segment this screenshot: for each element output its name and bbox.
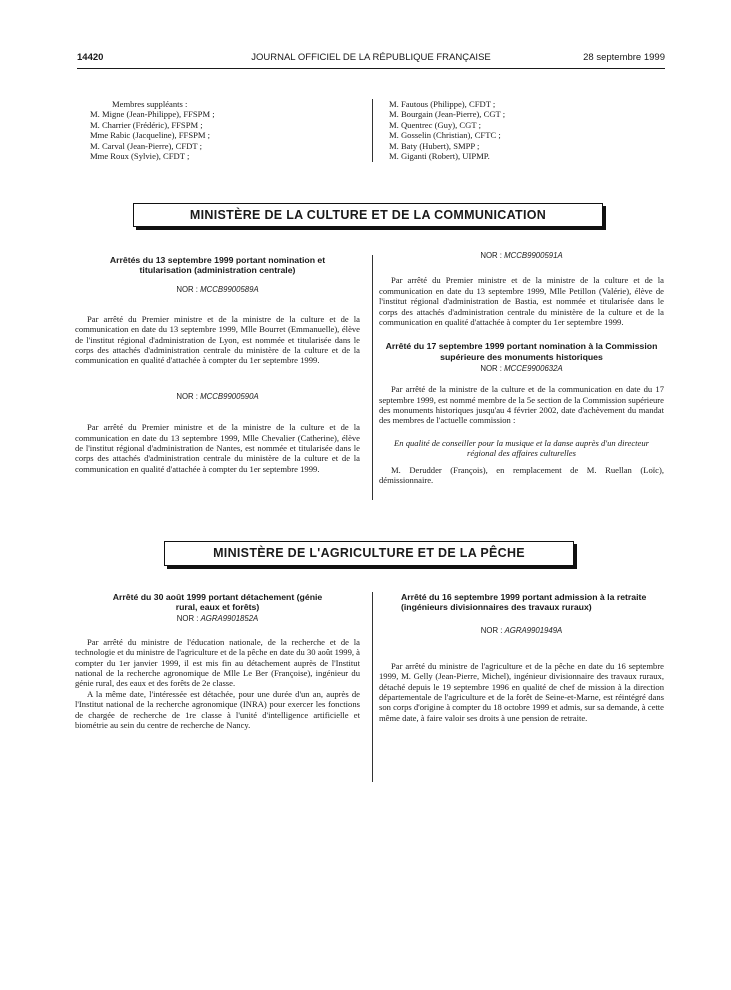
nor-reference bbox=[75, 614, 360, 624]
header-rule bbox=[77, 68, 665, 69]
nor-label: NOR : bbox=[480, 626, 503, 636]
member-item: M. Migne (Jean-Philippe), FFSPM ; bbox=[90, 109, 215, 120]
nor-label: NOR : bbox=[480, 251, 502, 260]
page-number: 14420 bbox=[77, 52, 104, 63]
journal-title: JOURNAL OFFICIEL DE LA RÉPUBLIQUE FRANÇAISE bbox=[251, 52, 491, 63]
page-header bbox=[77, 52, 665, 66]
nor-code: MCCE9900632A bbox=[504, 363, 563, 373]
member-item: Mme Roux (Sylvie), CFDT ; bbox=[90, 151, 190, 162]
arrete-paragraph: A la même date, l'intéressée est détachée, pour une durée d'un an, auprès de l'Institut national de la recherche agronomique (INRA) pour exercer les fonctions de chargée de recherche de 1re classe à l'unité d'intelligence artificielle et biométrie au sein du centre de recherche de Nancy. bbox=[75, 688, 360, 731]
member-item: M. Bourgain (Jean-Pierre), CGT ; bbox=[389, 109, 506, 120]
nor-reference bbox=[379, 364, 664, 374]
ministry-culture-title: MINISTÈRE DE LA CULTURE ET DE LA COMMUNICATION bbox=[133, 203, 603, 227]
arrete-title: Arrêtés du 13 septembre 1999 portant nomination et titularisation (administration centrale) bbox=[109, 255, 326, 276]
arrete-paragraph: M. Derudder (François), en remplacement de M. Ruellan (Loïc), démissionnaire. bbox=[379, 464, 664, 486]
column-divider bbox=[372, 592, 373, 782]
arrete-paragraph: Par arrêté du Premier ministre et de la ministre de la culture et de la communication en date du 13 septembre 1999, Mlle Bourret (Emmanuelle), élève de l'institut régional d'administration de Lyon, est nommée et titularisée dans le corps des attachés d'administration centrale du ministère de la culture et de la communication en qualité d'attachée à compter du 1er septembre 1999. bbox=[75, 313, 360, 366]
culture-left-column bbox=[75, 255, 360, 474]
nor-label: NOR : bbox=[176, 614, 199, 624]
suppleants-right bbox=[389, 99, 659, 161]
culture-right-column bbox=[379, 251, 664, 486]
arrete-paragraph: Par arrêté du Premier ministre et de la ministre de la culture et de la communication en date du 13 septembre 1999, Mlle Chevalier (Catherine), élève de l'institut régional d'administration de Nantes, est nommée et titularisée dans le corps des attachés d'administration centrale du ministère de la culture et de la communication en qualité d'attachée à compter du 1er septembre 1999. bbox=[75, 422, 360, 474]
arrete-paragraph: Par arrêté de la ministre de la culture et de la communication en date du 17 septembre 1999, est nommé membre de la 5e section de la Commission supérieure des monuments historiques jusqu'au 4 février 2002, date d'achèvement du mandat des membres de l'actuelle commission : bbox=[379, 384, 664, 426]
nor-label: NOR : bbox=[480, 363, 502, 373]
nor-label: NOR : bbox=[176, 391, 198, 401]
arrete-paragraph: Par arrêté du ministre de l'éducation nationale, de la recherche et de la technologie et du ministre de l'agriculture et de la pêche en date du 30 août 1999, à compter du 1er janvier 1999, il est mis fin au détachement auprès de l'Institut national de la recherche agronomique de Mlle Le Ber (Françoise), ingénieur du génie rural, des eaux et des forêts de 2e classe. bbox=[75, 636, 360, 689]
member-item: M. Charrier (Frédéric), FFSPM ; bbox=[90, 119, 203, 130]
column-divider bbox=[372, 99, 373, 162]
agriculture-right-column bbox=[379, 592, 664, 723]
member-item: M. Baty (Hubert), SMPP ; bbox=[389, 140, 480, 151]
italic-qualification: En qualité de conseiller pour la musique et la danse auprès d'un directeur régional des affaires culturelles bbox=[394, 437, 649, 459]
suppleants-left bbox=[90, 99, 360, 161]
nor-reference bbox=[379, 626, 664, 636]
nor-reference bbox=[75, 285, 360, 295]
member-item: M. Carval (Jean-Pierre), CFDT ; bbox=[90, 140, 203, 151]
member-item: M. Fautous (Philippe), CFDT ; bbox=[389, 99, 496, 109]
nor-code: MCCB9900591A bbox=[504, 251, 563, 260]
arrete-title: Arrêté du 30 août 1999 portant détachement (génie rural, eaux et forêts) bbox=[112, 592, 323, 613]
publication-date: 28 septembre 1999 bbox=[583, 52, 665, 63]
nor-reference bbox=[75, 392, 360, 402]
member-item: M. Giganti (Robert), UIPMP. bbox=[389, 151, 490, 162]
nor-code: AGRA9901852A bbox=[200, 614, 259, 624]
member-item: M. Gosselin (Christian), CFTC ; bbox=[389, 130, 501, 141]
arrete-title: Arrêté du 17 septembre 1999 portant nomination à la Commission supérieure des monuments historiques bbox=[385, 341, 658, 362]
nor-code: MCCB9900589A bbox=[200, 285, 259, 295]
arrete-title: Arrêté du 16 septembre 1999 portant admission à la retraite (ingénieurs divisionnaires des travaux ruraux) bbox=[401, 592, 647, 613]
nor-code: MCCB9900590A bbox=[200, 391, 259, 401]
suppleants-heading: Membres suppléants : bbox=[112, 99, 188, 109]
nor-label: NOR : bbox=[176, 285, 198, 295]
nor-code: AGRA9901949A bbox=[504, 626, 563, 636]
member-item: M. Quentrec (Guy), CGT ; bbox=[389, 119, 481, 130]
column-divider bbox=[372, 255, 373, 500]
member-item: Mme Rabic (Jacqueline), FFSPM ; bbox=[90, 130, 211, 141]
arrete-paragraph: Par arrêté du ministre de l'agriculture et de la pêche en date du 16 septembre 1999, M. Gelly (Jean-Pierre, Michel), ingénieur divisionnaire des travaux ruraux, détaché depuis le 19 septembre 1996 en qualité de chef de mission à la direction départementale de l'agriculture et de la forêt de Seine-et-Marne, est réintégré dans son corps d'origine à compter du 18 octobre 1999 et admis, sur sa demande, à cette même date, à faire valoir ses droits à une pension de retraite. bbox=[379, 660, 664, 723]
nor-reference bbox=[379, 251, 664, 261]
agriculture-left-column bbox=[75, 592, 360, 730]
ministry-agriculture-title: MINISTÈRE DE L'AGRICULTURE ET DE LA PÊCHE bbox=[164, 541, 574, 566]
arrete-paragraph: Par arrêté du Premier ministre et de la ministre de la culture et de la communication en date du 13 septembre 1999, Mlle Petillon (Valérie), élève de l'institut régional d'administration de Bastia, est nommée et titularisée dans le corps des attachés d'administration centrale du ministère de la culture et de la communication en qualité d'attachée à compter du 1er septembre 1999. bbox=[379, 275, 664, 328]
